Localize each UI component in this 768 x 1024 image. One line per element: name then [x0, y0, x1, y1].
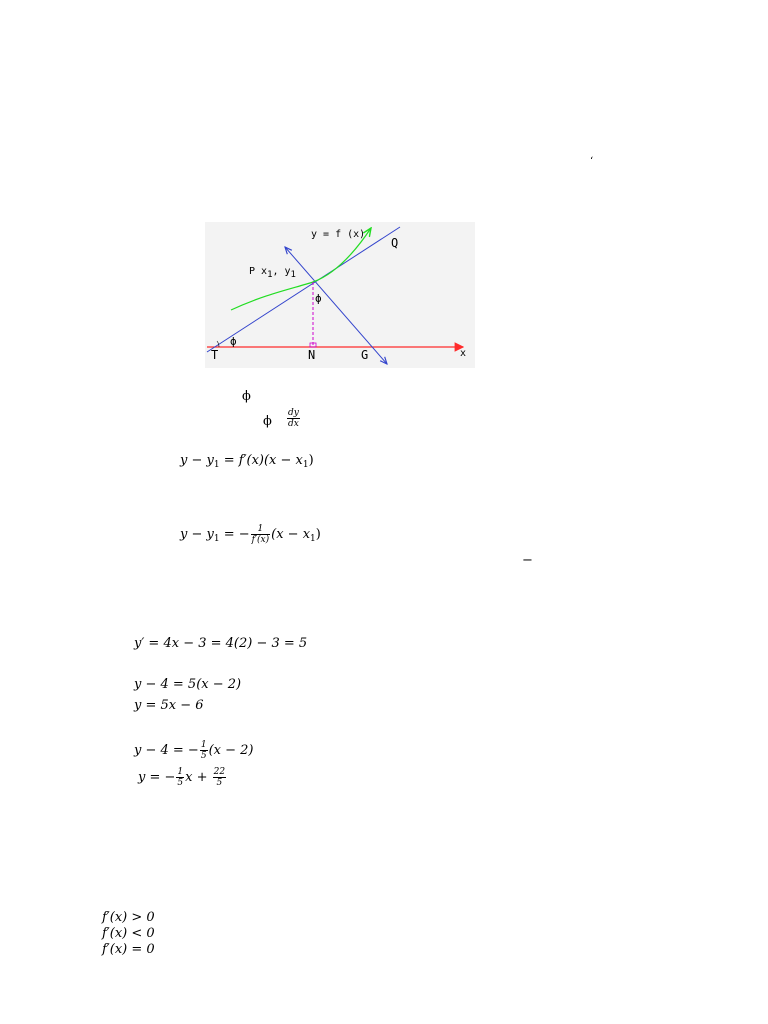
normal-line-1: y − 4 = − $\frac{1}{5}$ (x − 2) — [134, 740, 254, 761]
stray-mark: ‘ — [590, 156, 594, 167]
phi-text-2: ϕ — [263, 414, 272, 429]
point-label: P x1, y1 — [249, 266, 296, 280]
phi-label-p: ϕ — [315, 292, 322, 305]
dydx-fraction: $\frac{dy}{dx}$ — [288, 408, 299, 429]
phi-label-t: ϕ — [230, 335, 237, 348]
n-label: N — [308, 348, 316, 362]
normal-line-2: y = − $\frac{1}{5}$ x + $\frac{22}{5}$ — [138, 767, 226, 788]
g-label: G — [361, 348, 369, 362]
x-label: x — [460, 348, 467, 359]
diagram-svg — [205, 222, 475, 368]
condition-positive: f′(x) > 0 — [102, 910, 155, 925]
tangent-equation: $y - y_1 = f'(x)(x - x_1)$ — [180, 453, 314, 470]
derivative-line: y′ = 4x − 3 = 4(2) − 3 = 5 — [134, 636, 308, 651]
tangent-line-2: y = 5x − 6 — [134, 698, 204, 713]
condition-zero: f′(x) = 0 — [102, 942, 155, 957]
dash-mark: − — [522, 553, 533, 568]
tangent-normal-diagram — [205, 222, 475, 368]
tangent-line-1: y − 4 = 5(x − 2) — [134, 677, 242, 692]
curve-label: y = f (x) — [311, 229, 366, 240]
q-label: Q — [391, 236, 399, 250]
t-label: T — [211, 348, 219, 362]
normal-equation: $y - y_1$ = − $\frac{1}{f'(x)}$ $(x - x_1)$ — [180, 524, 321, 545]
angle-arc — [217, 341, 219, 347]
tangent-line — [207, 227, 400, 352]
condition-negative: f′(x) < 0 — [102, 926, 155, 941]
phi-text-1: ϕ — [242, 389, 251, 404]
